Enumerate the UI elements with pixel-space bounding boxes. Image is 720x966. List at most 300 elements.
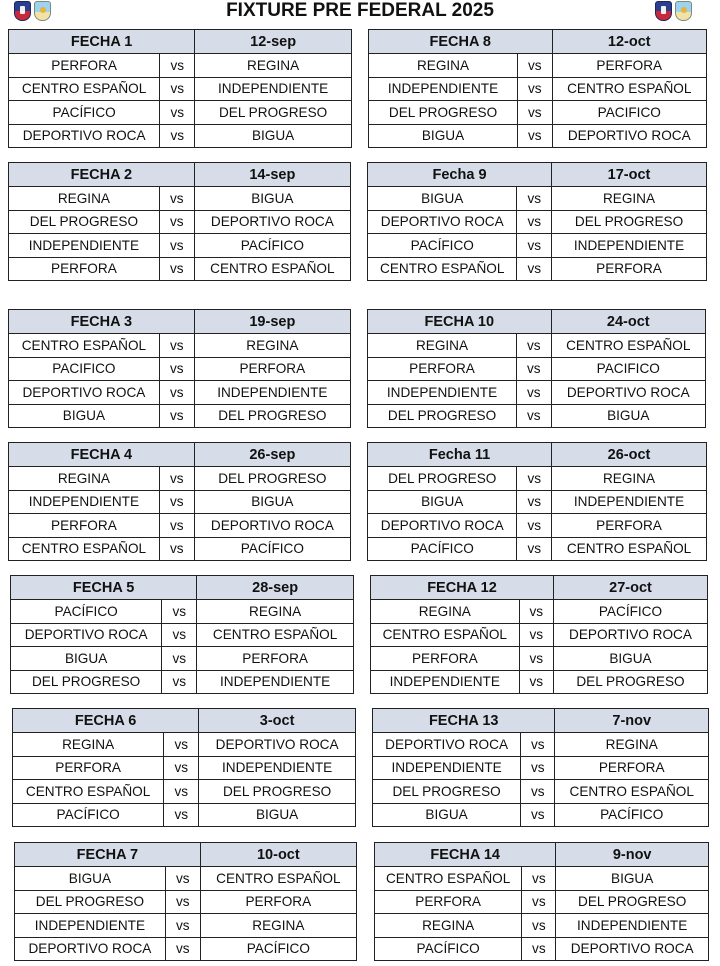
vs-label: vs xyxy=(165,890,200,914)
home-team: BIGUA xyxy=(373,803,521,827)
home-team: BIGUA xyxy=(9,404,160,428)
home-team: INDEPENDIENTE xyxy=(9,234,160,258)
home-team: DEL PROGRESO xyxy=(11,670,162,694)
fecha-label: FECHA 10 xyxy=(368,310,552,334)
match-row xyxy=(13,780,356,804)
match-row xyxy=(368,187,707,211)
match-row xyxy=(9,234,351,258)
away-team: INDEPENDIENTE xyxy=(552,234,707,258)
home-team: PERFORA xyxy=(371,647,520,671)
fecha-block xyxy=(8,309,351,428)
away-team: PERFORA xyxy=(552,514,707,538)
vs-label: vs xyxy=(517,210,552,234)
vs-label: vs xyxy=(160,101,195,125)
away-team: DEPORTIVO ROCA xyxy=(194,514,350,538)
match-row xyxy=(375,867,709,891)
fecha-header xyxy=(11,576,354,600)
vs-label: vs xyxy=(159,537,194,561)
away-team: BIGUA xyxy=(194,187,350,211)
vs-label: vs xyxy=(518,54,552,78)
home-team: BIGUA xyxy=(369,124,518,148)
match-row xyxy=(11,647,354,671)
home-team: PERFORA xyxy=(375,890,522,914)
fecha-label: FECHA 2 xyxy=(9,163,195,187)
match-row xyxy=(9,404,351,428)
fixture-table xyxy=(8,29,352,148)
fecha-block xyxy=(8,162,351,281)
vs-label: vs xyxy=(517,357,551,381)
fecha-label: FECHA 13 xyxy=(373,709,555,733)
home-team: CENTRO ESPAÑOL xyxy=(371,623,520,647)
match-row xyxy=(11,670,354,694)
home-team: BIGUA xyxy=(15,867,166,891)
away-team: DEPORTIVO ROCA xyxy=(552,124,706,148)
fecha-date: 9-nov xyxy=(556,843,709,867)
vs-label: vs xyxy=(164,803,199,827)
away-team: REGINA xyxy=(552,187,707,211)
away-team: PERFORA xyxy=(194,357,350,381)
home-team: INDEPENDIENTE xyxy=(9,490,160,514)
vs-label: vs xyxy=(517,537,552,561)
match-row xyxy=(371,670,708,694)
home-team: REGINA xyxy=(9,187,160,211)
fecha-header xyxy=(369,30,707,54)
home-team: DEPORTIVO ROCA xyxy=(368,514,517,538)
away-team: CENTRO ESPAÑOL xyxy=(552,537,707,561)
match-row xyxy=(13,803,356,827)
home-team: DEPORTIVO ROCA xyxy=(15,937,166,961)
home-team: CENTRO ESPAÑOL xyxy=(9,334,160,358)
logos-right xyxy=(655,1,692,21)
fecha-block xyxy=(367,162,707,281)
vs-label: vs xyxy=(159,357,194,381)
fixture-table xyxy=(374,842,709,961)
away-team: CENTRO ESPAÑOL xyxy=(200,867,356,891)
match-row xyxy=(368,234,707,258)
vs-label: vs xyxy=(159,514,194,538)
fecha-block xyxy=(8,29,352,148)
match-row xyxy=(375,937,709,961)
fecha-header xyxy=(373,709,709,733)
fecha-header xyxy=(368,163,707,187)
match-row xyxy=(9,490,351,514)
fecha-date: 28-sep xyxy=(197,576,354,600)
crest-logo-icon xyxy=(14,1,31,21)
fixture-table xyxy=(8,309,351,428)
fecha-label: FECHA 14 xyxy=(375,843,556,867)
away-team: DEL PROGRESO xyxy=(199,780,356,804)
match-row xyxy=(9,77,352,101)
away-team: PACIFICO xyxy=(551,357,705,381)
fecha-label: FECHA 12 xyxy=(371,576,554,600)
match-row xyxy=(368,467,707,491)
fecha-date: 27-oct xyxy=(553,576,707,600)
vs-label: vs xyxy=(519,600,553,624)
match-row xyxy=(369,124,707,148)
fecha-label: FECHA 7 xyxy=(15,843,201,867)
fecha-block xyxy=(367,309,706,428)
fecha-label: FECHA 3 xyxy=(9,310,195,334)
vs-label: vs xyxy=(162,670,197,694)
fecha-date: 17-oct xyxy=(552,163,707,187)
home-team: DEL PROGRESO xyxy=(368,467,517,491)
fecha-label: FECHA 4 xyxy=(9,443,195,467)
away-team: DEL PROGRESO xyxy=(195,101,352,125)
away-team: PACÍFICO xyxy=(555,803,709,827)
match-row xyxy=(9,257,351,281)
match-row xyxy=(15,937,357,961)
match-row xyxy=(9,54,352,78)
match-row xyxy=(9,357,351,381)
shield-logo-icon xyxy=(34,1,51,21)
fecha-label: FECHA 1 xyxy=(9,30,195,54)
fecha-header xyxy=(15,843,357,867)
vs-label: vs xyxy=(522,914,556,938)
fecha-date: 3-oct xyxy=(199,709,356,733)
match-row xyxy=(368,404,706,428)
home-team: PERFORA xyxy=(9,54,160,78)
home-team: PACÍFICO xyxy=(368,537,517,561)
vs-label: vs xyxy=(162,647,197,671)
fixture-table xyxy=(8,162,351,281)
home-team: DEL PROGRESO xyxy=(373,780,521,804)
fecha-label: FECHA 8 xyxy=(369,30,553,54)
match-row xyxy=(375,914,709,938)
away-team: BIGUA xyxy=(195,124,352,148)
match-row xyxy=(375,890,709,914)
away-team: PERFORA xyxy=(200,890,356,914)
match-row xyxy=(15,890,357,914)
home-team: DEL PROGRESO xyxy=(369,101,518,125)
match-row xyxy=(13,756,356,780)
fecha-header xyxy=(13,709,356,733)
home-team: DEL PROGRESO xyxy=(368,404,517,428)
away-team: BIGUA xyxy=(199,803,356,827)
match-row xyxy=(368,490,707,514)
vs-label: vs xyxy=(518,124,552,148)
match-row xyxy=(13,733,356,757)
away-team: INDEPENDIENTE xyxy=(195,77,352,101)
match-row xyxy=(369,54,707,78)
vs-label: vs xyxy=(162,600,197,624)
fecha-block xyxy=(367,442,707,561)
home-team: PACÍFICO xyxy=(11,600,162,624)
vs-label: vs xyxy=(518,101,552,125)
vs-label: vs xyxy=(160,54,195,78)
home-team: REGINA xyxy=(13,733,164,757)
away-team: CENTRO ESPAÑOL xyxy=(551,334,705,358)
away-team: DEL PROGRESO xyxy=(194,404,350,428)
vs-label: vs xyxy=(160,77,195,101)
away-team: INDEPENDIENTE xyxy=(199,756,356,780)
home-team: CENTRO ESPAÑOL xyxy=(368,257,517,281)
away-team: DEPORTIVO ROCA xyxy=(194,210,350,234)
fixture-table xyxy=(368,29,707,148)
match-row xyxy=(9,334,351,358)
vs-label: vs xyxy=(159,334,194,358)
away-team: INDEPENDIENTE xyxy=(197,670,354,694)
away-team: DEPORTIVO ROCA xyxy=(551,381,705,405)
vs-label: vs xyxy=(164,733,199,757)
home-team: REGINA xyxy=(9,467,160,491)
fecha-date: 24-oct xyxy=(551,310,705,334)
home-team: INDEPENDIENTE xyxy=(368,381,517,405)
vs-label: vs xyxy=(164,780,199,804)
match-row xyxy=(373,780,709,804)
home-team: BIGUA xyxy=(368,490,517,514)
fixture-table xyxy=(8,442,351,561)
shield-logo-icon xyxy=(675,1,692,21)
fecha-header xyxy=(9,163,351,187)
match-row xyxy=(9,101,352,125)
vs-label: vs xyxy=(162,623,197,647)
match-row xyxy=(371,623,708,647)
away-team: CENTRO ESPAÑOL xyxy=(552,77,706,101)
fixture-table xyxy=(367,162,707,281)
away-team: BIGUA xyxy=(194,490,350,514)
fecha-date: 7-nov xyxy=(555,709,709,733)
away-team: PERFORA xyxy=(555,756,709,780)
vs-label: vs xyxy=(165,937,200,961)
vs-label: vs xyxy=(522,937,556,961)
home-team: PACÍFICO xyxy=(13,803,164,827)
vs-label: vs xyxy=(159,381,194,405)
away-team: DEL PROGRESO xyxy=(556,890,709,914)
home-team: BIGUA xyxy=(11,647,162,671)
fecha-header xyxy=(368,443,707,467)
vs-label: vs xyxy=(517,467,552,491)
fecha-date: 14-sep xyxy=(194,163,350,187)
away-team: REGINA xyxy=(200,914,356,938)
match-row xyxy=(9,467,351,491)
home-team: PACIFICO xyxy=(9,357,160,381)
fecha-block xyxy=(14,842,357,961)
logos-left xyxy=(14,1,51,21)
vs-label: vs xyxy=(159,234,194,258)
home-team: CENTRO ESPAÑOL xyxy=(9,537,160,561)
away-team: PERFORA xyxy=(552,54,706,78)
fecha-header xyxy=(375,843,709,867)
vs-label: vs xyxy=(159,404,194,428)
vs-label: vs xyxy=(519,623,553,647)
away-team: DEPORTIVO ROCA xyxy=(553,623,707,647)
match-row xyxy=(9,124,352,148)
fecha-block xyxy=(368,29,707,148)
away-team: PERFORA xyxy=(197,647,354,671)
match-row xyxy=(368,210,707,234)
match-row xyxy=(371,600,708,624)
home-team: PERFORA xyxy=(9,257,160,281)
home-team: REGINA xyxy=(368,334,517,358)
vs-label: vs xyxy=(517,381,551,405)
away-team: BIGUA xyxy=(553,647,707,671)
fecha-block xyxy=(372,708,709,827)
fecha-header xyxy=(9,30,352,54)
vs-label: vs xyxy=(159,187,194,211)
away-team: REGINA xyxy=(195,54,352,78)
match-row xyxy=(373,803,709,827)
home-team: INDEPENDIENTE xyxy=(369,77,518,101)
fixture-table xyxy=(10,575,354,694)
fecha-label: Fecha 9 xyxy=(368,163,552,187)
match-row xyxy=(368,257,707,281)
vs-label: vs xyxy=(165,867,200,891)
away-team: DEL PROGRESO xyxy=(194,467,350,491)
vs-label: vs xyxy=(517,187,552,211)
fecha-block xyxy=(10,575,354,694)
fixture-table xyxy=(367,309,706,428)
vs-label: vs xyxy=(159,257,194,281)
away-team: PACÍFICO xyxy=(200,937,356,961)
vs-label: vs xyxy=(522,890,556,914)
home-team: REGINA xyxy=(375,914,522,938)
away-team: REGINA xyxy=(555,733,709,757)
home-team: REGINA xyxy=(369,54,518,78)
fecha-header xyxy=(368,310,706,334)
away-team: PACIFICO xyxy=(552,101,706,125)
match-row xyxy=(368,381,706,405)
away-team: INDEPENDIENTE xyxy=(194,381,350,405)
match-row xyxy=(373,733,709,757)
away-team: REGINA xyxy=(552,467,707,491)
fecha-date: 12-oct xyxy=(552,30,706,54)
match-row xyxy=(15,867,357,891)
away-team: BIGUA xyxy=(556,867,709,891)
away-team: PACÍFICO xyxy=(553,600,707,624)
fecha-header xyxy=(371,576,708,600)
fecha-block xyxy=(370,575,708,694)
vs-label: vs xyxy=(521,733,555,757)
crest-logo-icon xyxy=(655,1,672,21)
home-team: REGINA xyxy=(371,600,520,624)
vs-label: vs xyxy=(522,867,556,891)
fecha-date: 26-oct xyxy=(552,443,707,467)
match-row xyxy=(369,101,707,125)
away-team: CENTRO ESPAÑOL xyxy=(197,623,354,647)
home-team: PACÍFICO xyxy=(9,101,160,125)
vs-label: vs xyxy=(521,780,555,804)
fecha-date: 12-sep xyxy=(195,30,352,54)
home-team: DEPORTIVO ROCA xyxy=(368,210,517,234)
vs-label: vs xyxy=(517,334,551,358)
home-team: INDEPENDIENTE xyxy=(15,914,166,938)
home-team: DEPORTIVO ROCA xyxy=(11,623,162,647)
vs-label: vs xyxy=(517,404,551,428)
vs-label: vs xyxy=(159,467,194,491)
match-row xyxy=(9,537,351,561)
fecha-date: 19-sep xyxy=(194,310,350,334)
match-row xyxy=(371,647,708,671)
home-team: DEPORTIVO ROCA xyxy=(9,124,160,148)
away-team: DEPORTIVO ROCA xyxy=(199,733,356,757)
fixture-table xyxy=(12,708,356,827)
vs-label: vs xyxy=(519,647,553,671)
away-team: CENTRO ESPAÑOL xyxy=(194,257,350,281)
match-row xyxy=(11,623,354,647)
fecha-date: 26-sep xyxy=(194,443,350,467)
home-team: INDEPENDIENTE xyxy=(373,756,521,780)
match-row xyxy=(368,537,707,561)
vs-label: vs xyxy=(521,803,555,827)
home-team: BIGUA xyxy=(368,187,517,211)
away-team: INDEPENDIENTE xyxy=(552,490,707,514)
fecha-label: Fecha 11 xyxy=(368,443,552,467)
home-team: PERFORA xyxy=(13,756,164,780)
fecha-block xyxy=(12,708,356,827)
match-row xyxy=(368,334,706,358)
fecha-date: 10-oct xyxy=(200,843,356,867)
home-team: PACÍFICO xyxy=(368,234,517,258)
away-team: CENTRO ESPAÑOL xyxy=(555,780,709,804)
vs-label: vs xyxy=(517,257,552,281)
page-title: FIXTURE PRE FEDERAL 2025 xyxy=(226,0,494,21)
match-row xyxy=(369,77,707,101)
home-team: PERFORA xyxy=(368,357,517,381)
home-team: CENTRO ESPAÑOL xyxy=(13,780,164,804)
match-row xyxy=(15,914,357,938)
away-team: DEL PROGRESO xyxy=(553,670,707,694)
away-team: BIGUA xyxy=(551,404,705,428)
fecha-header xyxy=(9,443,351,467)
away-team: REGINA xyxy=(194,334,350,358)
fecha-label: FECHA 5 xyxy=(11,576,197,600)
match-row xyxy=(9,187,351,211)
match-row xyxy=(9,514,351,538)
fecha-header xyxy=(9,310,351,334)
fixture-table xyxy=(370,575,708,694)
vs-label: vs xyxy=(519,670,553,694)
fecha-label: FECHA 6 xyxy=(13,709,199,733)
fixture-table xyxy=(367,442,707,561)
home-team: PACÍFICO xyxy=(375,937,522,961)
vs-label: vs xyxy=(164,756,199,780)
away-team: PACÍFICO xyxy=(194,234,350,258)
home-team: PERFORA xyxy=(9,514,160,538)
vs-label: vs xyxy=(517,514,552,538)
away-team: PERFORA xyxy=(552,257,707,281)
vs-label: vs xyxy=(159,490,194,514)
vs-label: vs xyxy=(521,756,555,780)
home-team: DEPORTIVO ROCA xyxy=(9,381,160,405)
vs-label: vs xyxy=(159,210,194,234)
home-team: DEL PROGRESO xyxy=(9,210,160,234)
fecha-block xyxy=(8,442,351,561)
away-team: PACÍFICO xyxy=(194,537,350,561)
match-row xyxy=(368,514,707,538)
fecha-block xyxy=(374,842,709,961)
away-team: DEPORTIVO ROCA xyxy=(556,937,709,961)
match-row xyxy=(368,357,706,381)
home-team: CENTRO ESPAÑOL xyxy=(375,867,522,891)
match-row xyxy=(9,381,351,405)
vs-label: vs xyxy=(165,914,200,938)
vs-label: vs xyxy=(160,124,195,148)
home-team: DEPORTIVO ROCA xyxy=(373,733,521,757)
away-team: DEL PROGRESO xyxy=(552,210,707,234)
home-team: DEL PROGRESO xyxy=(15,890,166,914)
vs-label: vs xyxy=(517,490,552,514)
away-team: INDEPENDIENTE xyxy=(556,914,709,938)
fixture-table xyxy=(372,708,709,827)
fixture-table xyxy=(14,842,357,961)
match-row xyxy=(11,600,354,624)
home-team: INDEPENDIENTE xyxy=(371,670,520,694)
match-row xyxy=(9,210,351,234)
home-team: CENTRO ESPAÑOL xyxy=(9,77,160,101)
vs-label: vs xyxy=(518,77,552,101)
away-team: REGINA xyxy=(197,600,354,624)
vs-label: vs xyxy=(517,234,552,258)
